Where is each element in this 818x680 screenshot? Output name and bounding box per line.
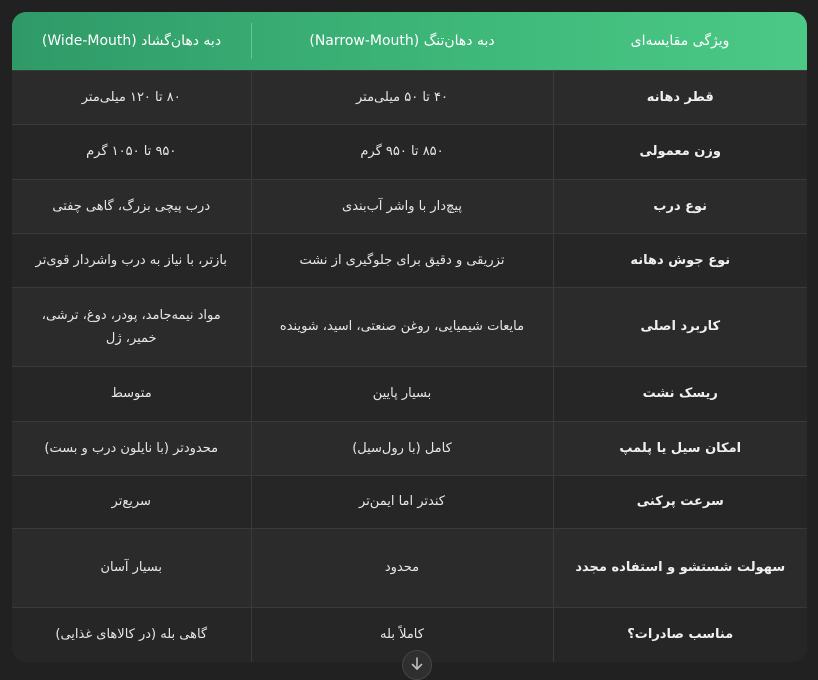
table-row [12,124,807,179]
cell-narrow: مایعات شیمیایی، روغن صنعتی، اسید، شوینده [251,287,553,366]
comparison-table [12,12,807,662]
cell-narrow: کندتر اما ایمن‌تر [251,475,553,528]
cell-feature: سهولت شستشو و استفاده مجدد [553,528,807,607]
cell-feature: مناسب صادرات؟ [553,607,807,662]
cell-feature: قطر دهانه [553,70,807,124]
table-row [12,421,807,475]
header-narrow-mouth: دبه دهان‌تنگ (Narrow-Mouth) [251,12,553,70]
cell-narrow: تزریقی و دقیق برای جلوگیری از نشت [251,233,553,287]
table-header-row [12,12,807,70]
cell-wide: بازتر، با نیاز به درب واشردار قوی‌تر [12,233,251,287]
table-row [12,70,807,124]
cell-narrow: ۴۰ تا ۵۰ میلی‌متر [251,70,553,124]
cell-feature: سرعت پرکنی [553,475,807,528]
cell-feature: کاربرد اصلی [553,287,807,366]
table-row [12,233,807,287]
comparison-table-container [12,12,807,662]
cell-narrow: ۸۵۰ تا ۹۵۰ گرم [251,124,553,179]
cell-narrow: کاملاً بله [251,607,553,662]
cell-wide: مواد نیمه‌جامد، پودر، دوغ، ترشی، خمیر، ژل [12,287,251,366]
scroll-down-button[interactable] [402,650,432,680]
table-row [12,179,807,233]
cell-wide: سریع‌تر [12,475,251,528]
header-feature: ویژگی مقایسه‌ای [630,32,730,49]
cell-wide: درب پیچی بزرگ، گاهی چفتی [12,179,251,233]
table-row [12,287,807,366]
arrow-down-icon [410,657,424,671]
cell-feature: نوع جوش دهانه [553,233,807,287]
cell-feature: ریسک نشت [553,366,807,421]
cell-feature: وزن معمولی [553,124,807,179]
cell-wide: بسیار آسان [12,528,251,607]
table-row [12,366,807,421]
cell-narrow: پیچ‌دار با واشر آب‌بندی [251,179,553,233]
cell-wide: گاهی بله (در کالاهای غذایی) [12,607,251,662]
cell-narrow: محدود [251,528,553,607]
cell-wide: ۹۵۰ تا ۱۰۵۰ گرم [12,124,251,179]
cell-feature: نوع درب [553,179,807,233]
cell-feature: امکان سیل یا پلمپ [553,421,807,475]
cell-narrow: کامل (با رول‌سیل) [251,421,553,475]
cell-wide: محدودتر (با نایلون درب و بست) [12,421,251,475]
table-row [12,528,807,607]
header-wide-mouth: دبه دهان‌گشاد (Wide-Mouth) [41,32,222,49]
cell-narrow: بسیار پایین [251,366,553,421]
cell-wide: متوسط [12,366,251,421]
cell-wide: ۸۰ تا ۱۲۰ میلی‌متر [12,70,251,124]
table-row [12,475,807,528]
